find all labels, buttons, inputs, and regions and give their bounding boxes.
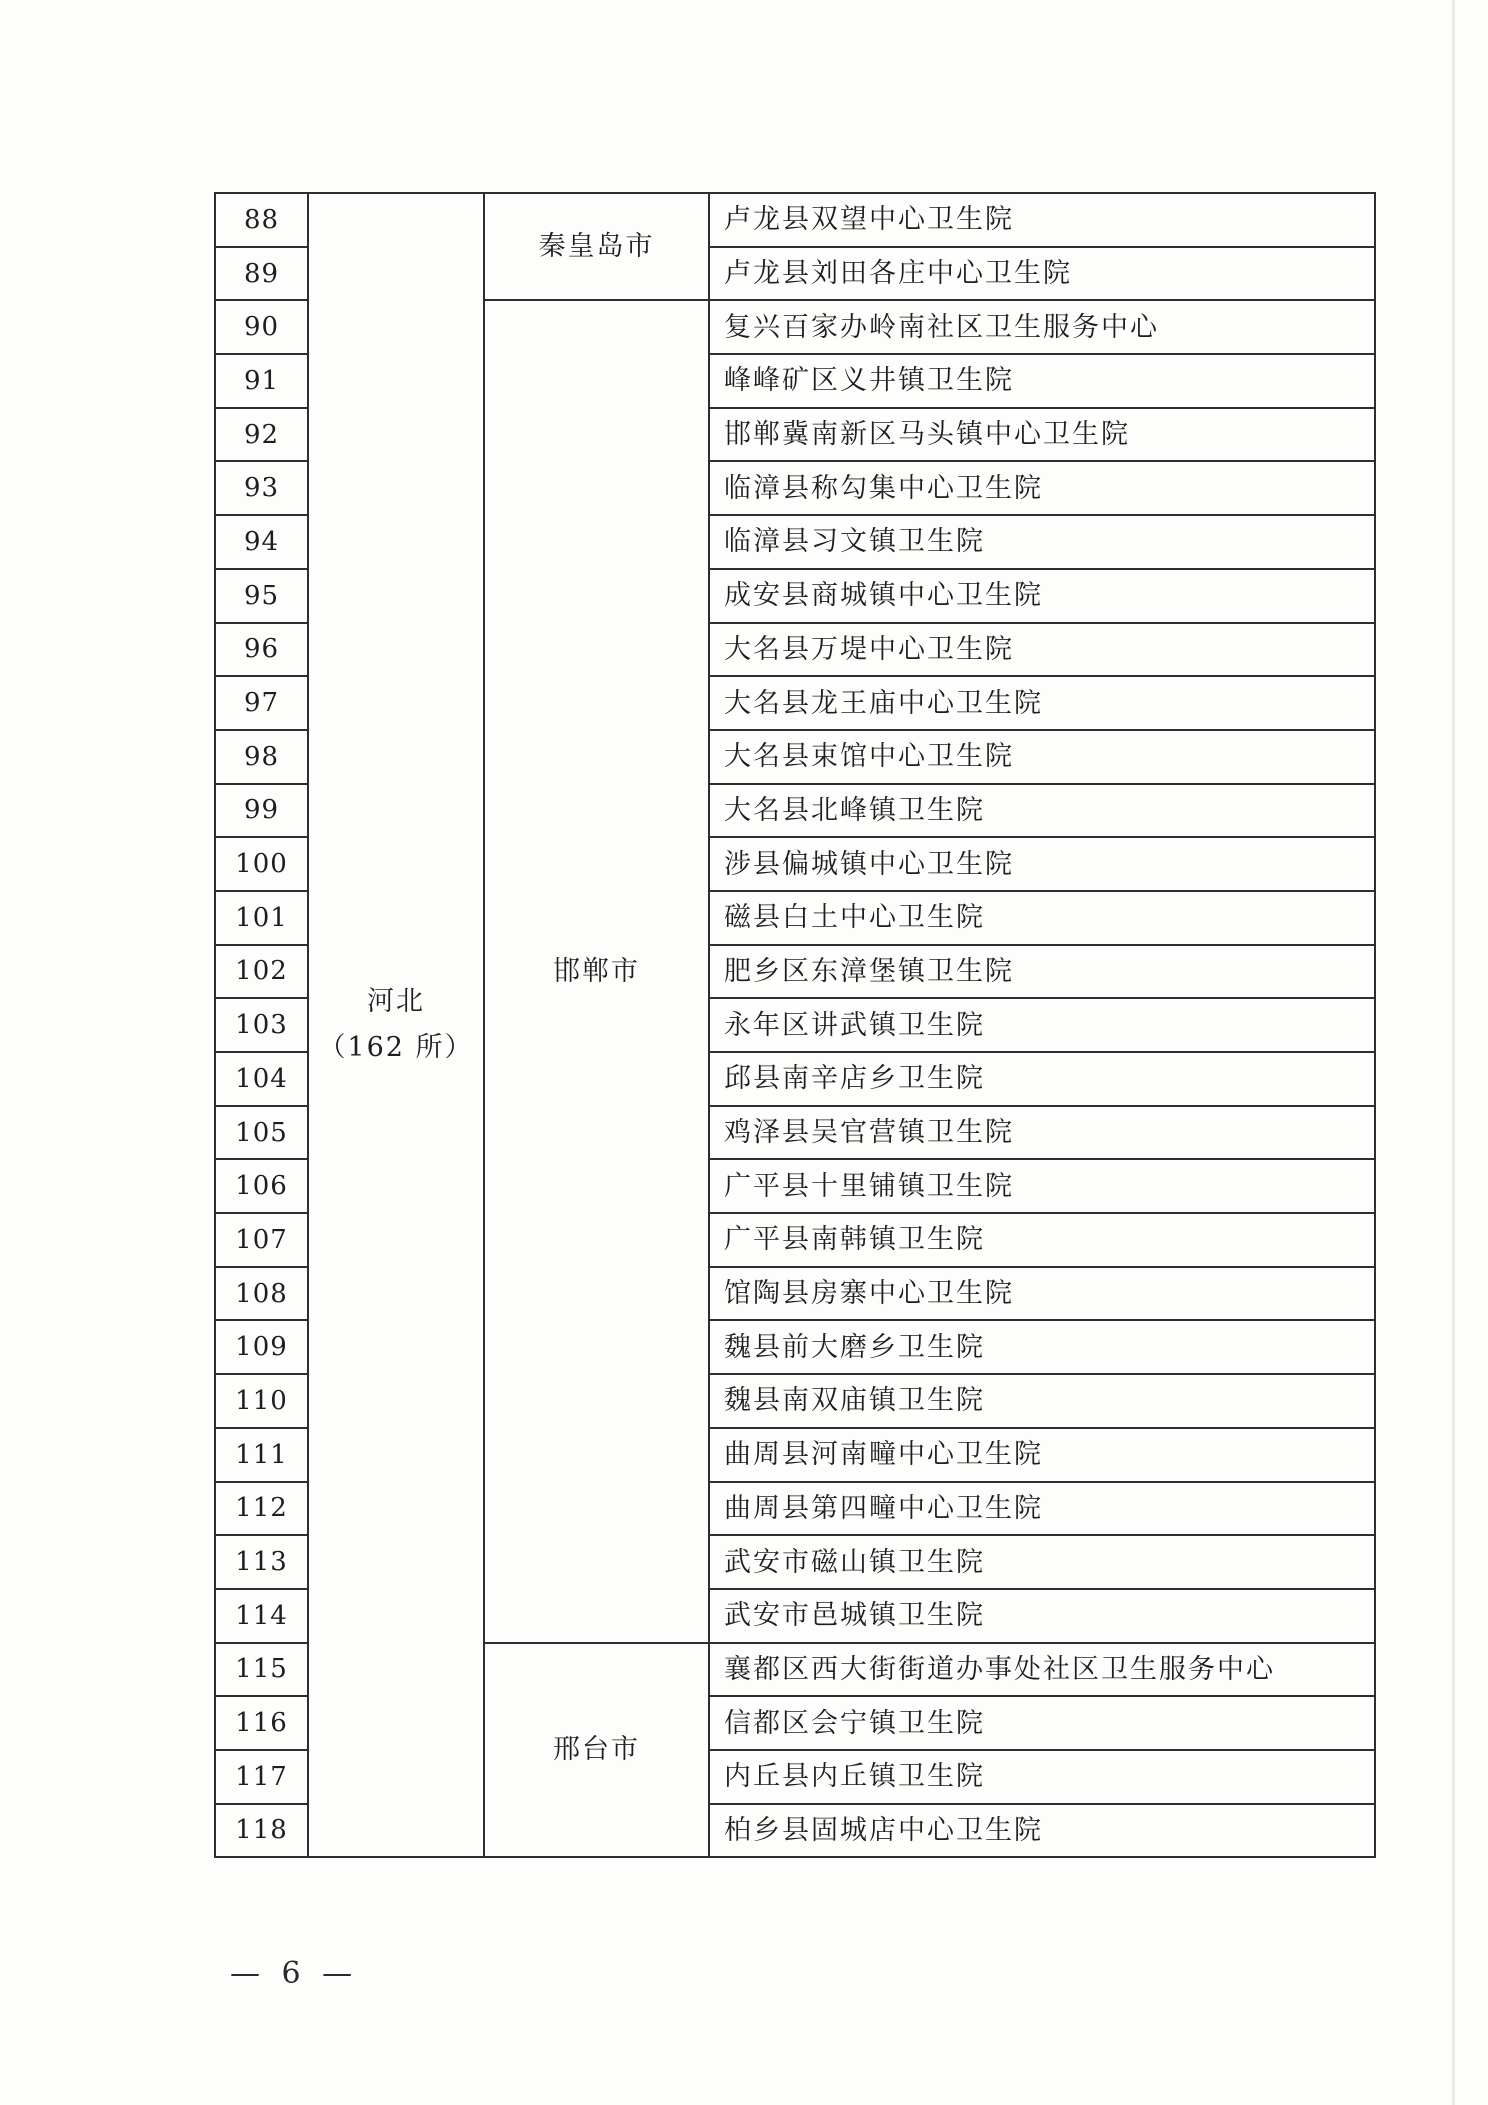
hospital-name: 邱县南辛店乡卫生院 <box>709 1052 1375 1106</box>
hospital-name: 大名县北峰镇卫生院 <box>709 784 1375 838</box>
hospital-name: 鸡泽县吴官营镇卫生院 <box>709 1106 1375 1160</box>
hospital-name: 磁县白土中心卫生院 <box>709 891 1375 945</box>
hospital-name: 魏县南双庙镇卫生院 <box>709 1374 1375 1428</box>
page-number: — 6 — <box>230 1956 359 1991</box>
row-number: 95 <box>215 569 308 623</box>
hospital-name: 魏县前大磨乡卫生院 <box>709 1320 1375 1374</box>
hospital-name: 复兴百家办岭南社区卫生服务中心 <box>709 300 1375 354</box>
hospital-name: 成安县商城镇中心卫生院 <box>709 569 1375 623</box>
hospital-name: 临漳县习文镇卫生院 <box>709 515 1375 569</box>
hospital-table-body <box>215 193 1375 1857</box>
row-number: 106 <box>215 1159 308 1213</box>
hospital-name: 曲周县第四疃中心卫生院 <box>709 1482 1375 1536</box>
hospital-name: 肥乡区东漳堡镇卫生院 <box>709 945 1375 999</box>
hospital-name: 永年区讲武镇卫生院 <box>709 998 1375 1052</box>
row-number: 88 <box>215 193 308 247</box>
hospital-table <box>214 192 1376 1858</box>
city-name: 秦皇岛市 <box>484 193 709 300</box>
hospital-name: 大名县万堤中心卫生院 <box>709 623 1375 677</box>
hospital-name: 临漳县称勾集中心卫生院 <box>709 461 1375 515</box>
row-number: 104 <box>215 1052 308 1106</box>
row-number: 108 <box>215 1267 308 1321</box>
hospital-name: 襄都区西大街街道办事处社区卫生服务中心 <box>709 1643 1375 1697</box>
city-name: 邯郸市 <box>484 300 709 1642</box>
hospital-name: 武安市磁山镇卫生院 <box>709 1535 1375 1589</box>
row-number: 118 <box>215 1804 308 1858</box>
row-number: 112 <box>215 1482 308 1536</box>
hospital-name: 卢龙县刘田各庄中心卫生院 <box>709 247 1375 301</box>
hospital-table-wrapper <box>214 192 1376 1858</box>
hospital-name: 峰峰矿区义井镇卫生院 <box>709 354 1375 408</box>
row-number: 97 <box>215 676 308 730</box>
row-number: 90 <box>215 300 308 354</box>
row-number: 98 <box>215 730 308 784</box>
row-number: 89 <box>215 247 308 301</box>
hospital-name: 大名县束馆中心卫生院 <box>709 730 1375 784</box>
row-number: 110 <box>215 1374 308 1428</box>
hospital-name: 内丘县内丘镇卫生院 <box>709 1750 1375 1804</box>
row-number: 109 <box>215 1320 308 1374</box>
row-number: 94 <box>215 515 308 569</box>
row-number: 116 <box>215 1696 308 1750</box>
province-cell <box>308 193 484 1857</box>
row-number: 92 <box>215 408 308 462</box>
hospital-name: 大名县龙王庙中心卫生院 <box>709 676 1375 730</box>
hospital-name: 馆陶县房寨中心卫生院 <box>709 1267 1375 1321</box>
row-number: 105 <box>215 1106 308 1160</box>
hospital-name: 广平县南韩镇卫生院 <box>709 1213 1375 1267</box>
row-number: 114 <box>215 1589 308 1643</box>
table-row <box>215 193 1375 247</box>
row-number: 117 <box>215 1750 308 1804</box>
row-number: 115 <box>215 1643 308 1697</box>
hospital-name: 武安市邑城镇卫生院 <box>709 1589 1375 1643</box>
hospital-name: 广平县十里铺镇卫生院 <box>709 1159 1375 1213</box>
hospital-name: 曲周县河南疃中心卫生院 <box>709 1428 1375 1482</box>
row-number: 100 <box>215 837 308 891</box>
row-number: 113 <box>215 1535 308 1589</box>
hospital-name: 柏乡县固城店中心卫生院 <box>709 1804 1375 1858</box>
scan-edge <box>1452 0 1455 2105</box>
province-name: 河北 <box>367 986 425 1018</box>
province-count: （162 所） <box>318 1032 474 1064</box>
row-number: 107 <box>215 1213 308 1267</box>
city-name: 邢台市 <box>484 1643 709 1858</box>
row-number: 111 <box>215 1428 308 1482</box>
row-number: 91 <box>215 354 308 408</box>
hospital-name: 信都区会宁镇卫生院 <box>709 1696 1375 1750</box>
row-number: 103 <box>215 998 308 1052</box>
row-number: 101 <box>215 891 308 945</box>
row-number: 93 <box>215 461 308 515</box>
hospital-name: 卢龙县双望中心卫生院 <box>709 193 1375 247</box>
row-number: 96 <box>215 623 308 677</box>
hospital-name: 邯郸冀南新区马头镇中心卫生院 <box>709 408 1375 462</box>
row-number: 102 <box>215 945 308 999</box>
hospital-name: 涉县偏城镇中心卫生院 <box>709 837 1375 891</box>
row-number: 99 <box>215 784 308 838</box>
